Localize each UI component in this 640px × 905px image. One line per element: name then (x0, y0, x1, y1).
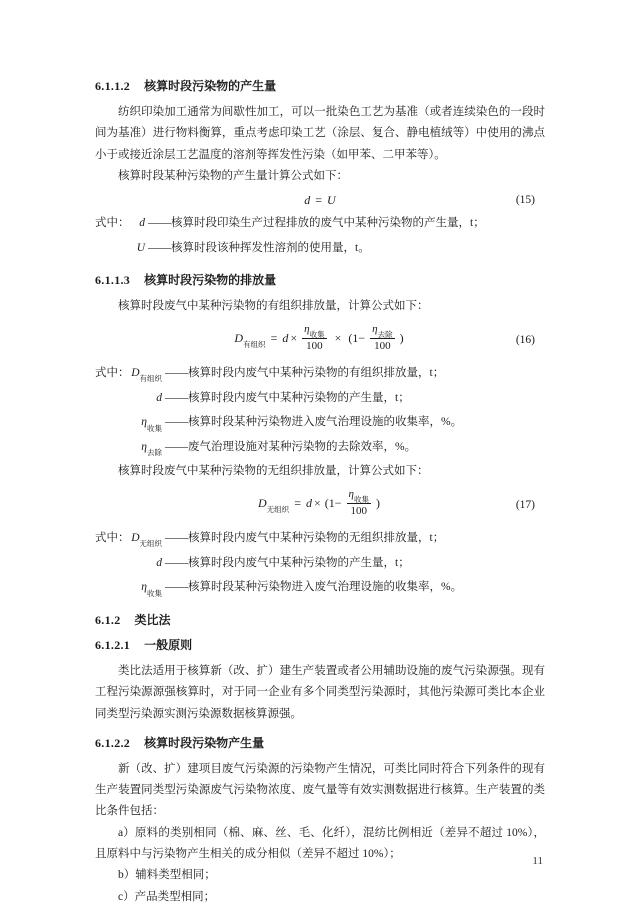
var-definition-row (95, 363, 545, 388)
var-definition-row (95, 412, 545, 437)
heading-6.1.1.3 (95, 273, 545, 287)
var-definition-row (95, 238, 545, 263)
variable-description: ——核算时段内废气中某种污染物的无组织排放量，t； (165, 532, 445, 545)
times-sign: × (290, 330, 298, 345)
formula-15-number: (15) (515, 194, 535, 207)
formula-16: $D_{有组织} = d$ × $\frac{\eta_{收集}}{100}$ × (1− $\frac{\eta_{去除}}{100}$ ) (16) (95, 321, 545, 360)
heading-6.1.1.2 (95, 79, 545, 93)
variable-symbol: $\eta_{收集}$ (141, 581, 162, 598)
variable-description: ——废气治理设施对某种污染物的去除效率，%。 (165, 440, 417, 453)
equals-sign: = (270, 330, 278, 345)
formula-17: $D_{无组织} = d \times (1-$ $\frac{\eta_{收集}}{100}$ ) (17) (95, 486, 545, 525)
variable-symbol: U (136, 241, 145, 254)
equals-sign: = (294, 495, 301, 510)
formula-15-rhs: U (327, 193, 336, 208)
var-definition-row (95, 388, 545, 413)
equals-sign: = (315, 193, 323, 208)
open-paren: (1− (348, 330, 366, 345)
variable-symbol: $\eta_{收集}$ (141, 416, 162, 433)
var-definition-row (95, 528, 545, 553)
heading-6.1.2.1 (95, 638, 545, 652)
variable-symbol: $\eta_{去除}$ (141, 440, 162, 458)
variable-symbol: $D_{无组织}$ (131, 532, 162, 549)
variable-description: ——核算时段印染生产过程排放的废气中某种污染物的产生量，t； (148, 217, 485, 230)
paragraph-analogy-conditions-intro: 新（改、扩）建项目废气污染源的污染物产生情况，可类比同时符合下列条件的现有生产装置同类型污染源废气污染物浓度、废气量等有效实测数据进行核算。生产装置的类比条件包括： (95, 762, 545, 818)
paragraph-formula16-intro: 核算时段废气中某种污染物的有组织排放量，计算公式如下： (118, 300, 429, 313)
formula-15-lhs: d (304, 193, 311, 208)
clause-number: 6.1.1.2 (95, 79, 131, 93)
paragraph-process-description: 纺织印染加工通常为间歇性加工，可以一批染色工艺为基准（或者连续染色的一段时间为基准）进行物料衡算，重点考虑印染工艺（涂层、复合、静电植绒等）中使用的沸点小于或接近涂层工艺温度的溶剂等挥发性污染（如甲苯、二甲苯等）。 (95, 106, 545, 161)
fraction-collection-rate: $\frac{\eta_{收集}}{100}$ (348, 488, 369, 518)
clause-title: 类比法 (134, 612, 171, 627)
fraction-collection-rate: $\frac{\eta_{收集}}{100}$ (304, 323, 325, 352)
formula-17-lhs: D (258, 495, 267, 510)
clause-title: 核算时段污染物的排放量 (144, 273, 277, 288)
formula-16-lhs: D (234, 330, 244, 345)
list-item-a: a）原料的类别相同（棉、麻、丝、毛、化纤），混纺比例相近（差异不超过 10%），且原料中与污染物产生相关的成分相似（差异不超过 10%）； (95, 826, 545, 860)
clause-number: 6.1.2 (95, 612, 121, 627)
var-definition-row (95, 553, 545, 578)
variable-description: ——核算时段该种挥发性溶剂的使用量，t。 (148, 241, 370, 254)
list-item-c: c）产品类型相同； (118, 890, 216, 903)
paragraph-formula17-intro: 核算时段废气中某种污染物的无组织排放量，计算公式如下： (118, 465, 429, 478)
clause-title: 核算时段污染物的产生量 (144, 79, 277, 93)
formula-15 (95, 189, 545, 211)
variable-symbol: d (139, 217, 145, 230)
heading-6.1.2 (95, 613, 545, 627)
where-label: 式中： (95, 217, 130, 230)
clause-title: 一般原则 (144, 637, 193, 652)
var-definition-row (95, 213, 545, 238)
list-item-b: b）辅料类型相同； (118, 869, 216, 882)
paragraph-analogy-principle: 类比法适用于核算新（改、扩）建生产装置或者公用辅助设施的废气污染源强。现有工程污染源源强核算时，对于同一企业有多个同类型污染源时，其他污染源可类比本企业同类型污染源实测污染源数据核算源强。 (95, 664, 545, 720)
where-label: 式中： (95, 367, 130, 380)
times-sign: × (313, 495, 321, 510)
variable-description: ——核算时段内废气中某种污染物的产生量，t； (165, 391, 410, 404)
variable-symbol: d (156, 391, 162, 404)
variable-symbol: $D_{有组织}$ (131, 367, 162, 384)
where-label: 式中： (95, 532, 130, 545)
paragraph-formula15-intro: 核算时段某种污染物的产生量计算公式如下： (118, 169, 348, 182)
clause-number: 6.1.2.1 (95, 637, 131, 652)
varlist-formula-16 (95, 363, 545, 461)
formula-17-number: (17) (515, 499, 535, 512)
var-definition-row (95, 437, 545, 462)
close-paren: ) (399, 330, 404, 345)
varlist-formula-17 (95, 528, 545, 602)
fraction-removal-rate: $\frac{\eta_{去除}}{100}$ (372, 323, 393, 352)
formula-16-number: (16) (515, 334, 535, 347)
clause-title: 核算时段污染物产生量 (144, 735, 265, 750)
variable-description: ——核算时段内废气中某种污染物的产生量，t； (165, 556, 410, 569)
varlist-formula-15 (95, 213, 545, 262)
variable-description: ——核算时段某种污染物进入废气治理设施的收集率，%。 (165, 416, 463, 429)
page-number: 11 (532, 855, 543, 867)
var-definition-row (95, 577, 545, 602)
heading-6.1.2.2 (95, 736, 545, 750)
clause-number: 6.1.2.2 (95, 735, 131, 750)
open-paren: (1− (324, 495, 342, 510)
clause-number: 6.1.1.3 (95, 273, 131, 288)
variable-description: ——核算时段某种污染物进入废气治理设施的收集率，%。 (165, 581, 463, 594)
times-sign: × (334, 330, 342, 345)
close-paren: ) (375, 495, 380, 510)
variable-description: ——核算时段内废气中某种污染物的有组织排放量，t； (165, 367, 445, 380)
variable-symbol: d (156, 556, 162, 569)
